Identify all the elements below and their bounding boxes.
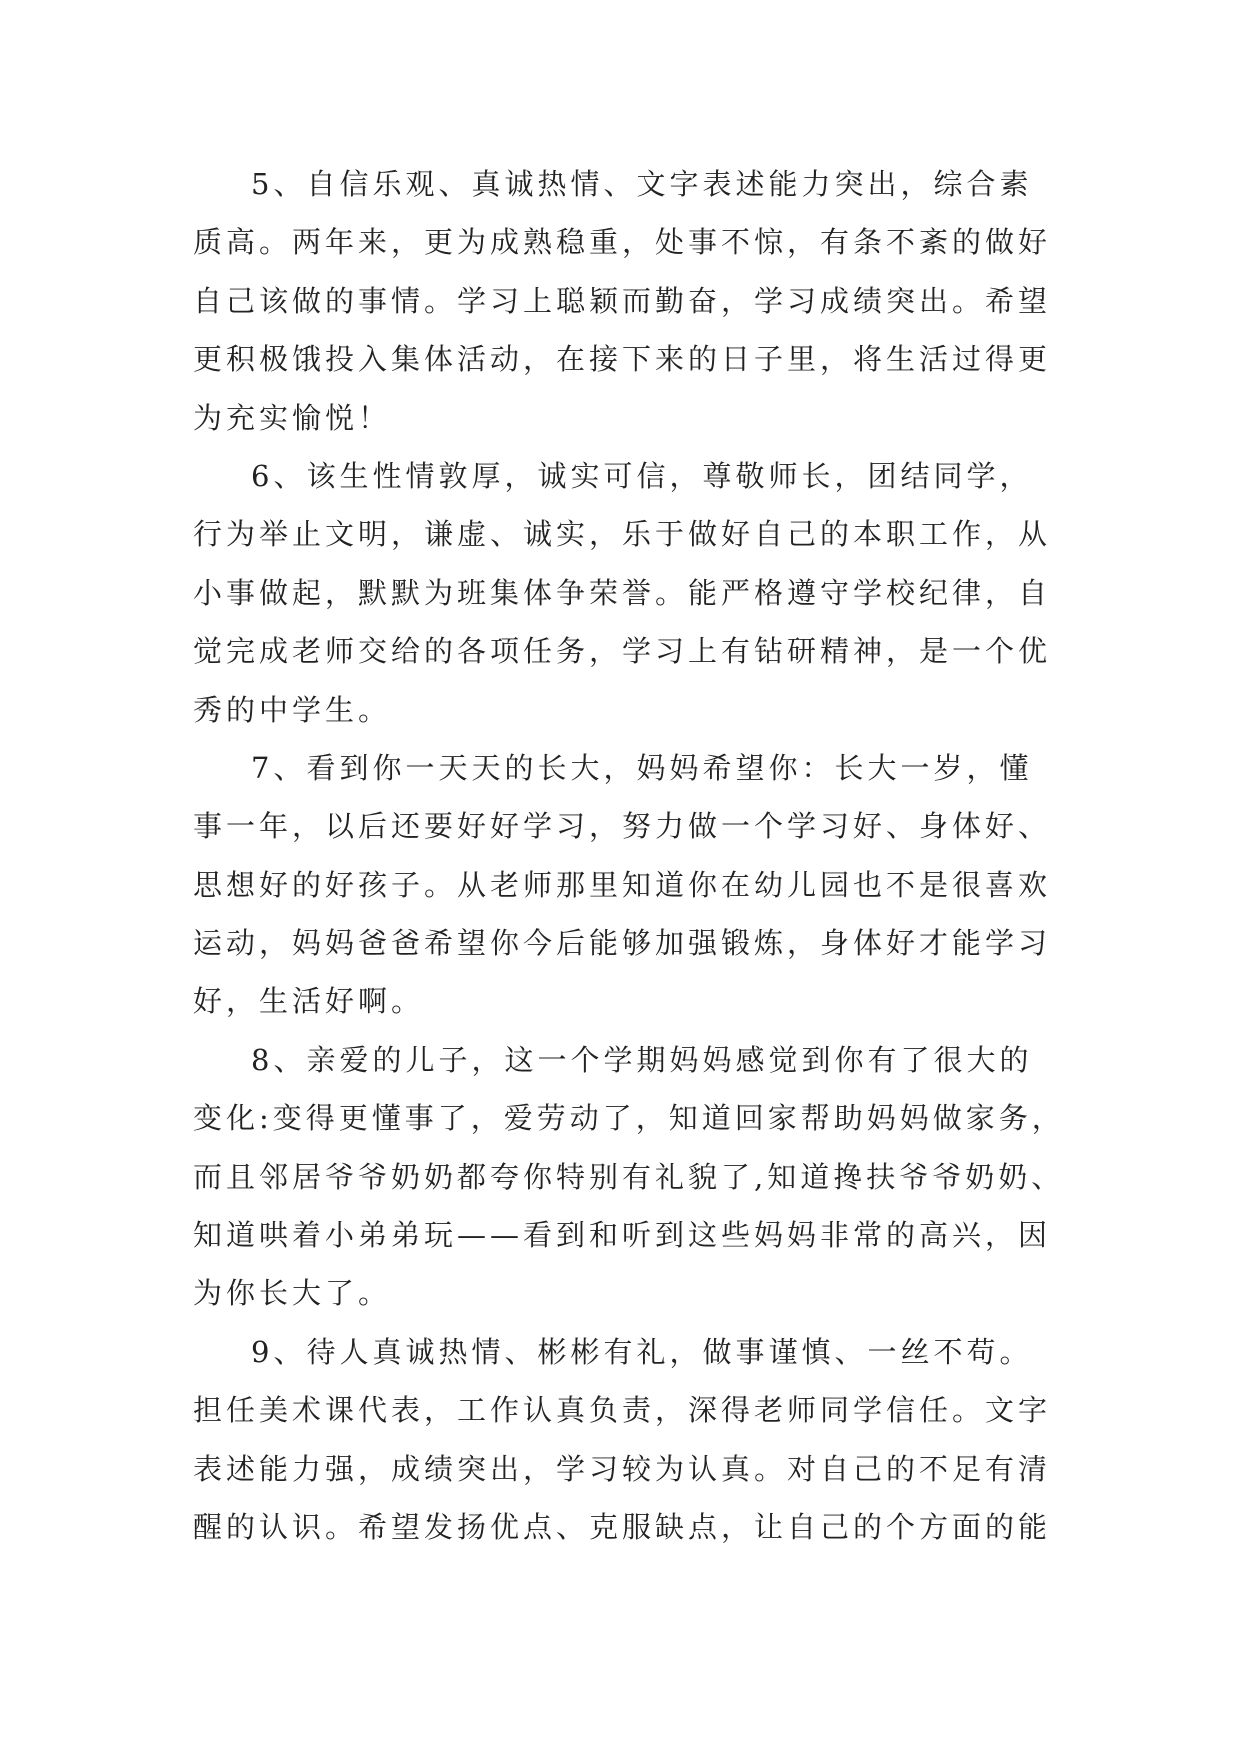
paragraph-line: 秀的中学生。	[193, 692, 392, 727]
paragraph-line: 6、该生性情敦厚，诚实可信，尊敬师长，团结同学，	[251, 458, 1033, 493]
paragraph-6	[193, 447, 1053, 739]
paragraph-line: 觉完成老师交给的各项任务，学习上有钻研精神，是一个优	[193, 634, 1052, 669]
paragraph-line: 质高。两年来，更为成熟稳重，处事不惊，有条不紊的做好	[193, 225, 1052, 260]
paragraph-line: 5、自信乐观、真诚热情、文字表述能力突出，综合素	[251, 167, 1033, 201]
paragraph-line: 知道哄着小弟弟玩——看到和听到这些妈妈非常的高兴，因	[193, 1218, 1052, 1253]
paragraph-line: 担任美术课代表，工作认真负责，深得老师同学信任。文字	[193, 1393, 1052, 1428]
paragraph-8	[193, 1031, 1065, 1323]
paragraph-line: 9、待人真诚热情、彬彬有礼，做事谨慎、一丝不苟。	[251, 1334, 1033, 1369]
paragraph-9	[193, 1323, 1053, 1557]
paragraph-line: 为充实愉悦！	[193, 400, 392, 435]
paragraph-5	[193, 155, 1053, 447]
paragraph-line: 好，生活好啊。	[193, 984, 425, 1019]
paragraph-line: 行为举止文明，谦虚、诚实，乐于做好自己的本职工作，从	[193, 517, 1052, 552]
paragraph-line: 8、亲爱的儿子，这一个学期妈妈感觉到你有了很大的	[251, 1042, 1033, 1077]
paragraph-line: 更积极饿投入集体活动，在接下来的日子里，将生活过得更	[193, 342, 1052, 377]
paragraph-line: 事一年，以后还要好好学习，努力做一个学习好、身体好、	[193, 809, 1052, 844]
paragraph-line: 自己该做的事情。学习上聪颖而勤奋，学习成绩突出。希望	[193, 283, 1052, 318]
paragraph-line: 变化:变得更懂事了，爱劳动了，知道回家帮助妈妈做家务，	[193, 1101, 1065, 1136]
paragraph-line: 思想好的好孩子。从老师那里知道你在幼儿园也不是很喜欢	[193, 867, 1052, 902]
paragraph-line: 运动，妈妈爸爸希望你今后能够加强锻炼，身体好才能学习	[193, 926, 1052, 961]
paragraph-line: 小事做起，默默为班集体争荣誉。能严格遵守学校纪律，自	[193, 575, 1052, 610]
paragraph-line: 而且邻居爷爷奶奶都夸你特别有礼貌了,知道搀扶爷爷奶奶、	[193, 1159, 1065, 1194]
paragraph-line: 7、看到你一天天的长大，妈妈希望你：长大一岁，懂	[251, 750, 1033, 785]
paragraph-line: 醒的认识。希望发扬优点、克服缺点，让自己的个方面的能	[193, 1509, 1052, 1544]
paragraph-7	[193, 739, 1053, 1031]
document-body	[193, 155, 1065, 1556]
paragraph-line: 为你长大了。	[193, 1276, 392, 1311]
paragraph-line: 表述能力强，成绩突出，学习较为认真。对自己的不足有清	[193, 1451, 1052, 1486]
